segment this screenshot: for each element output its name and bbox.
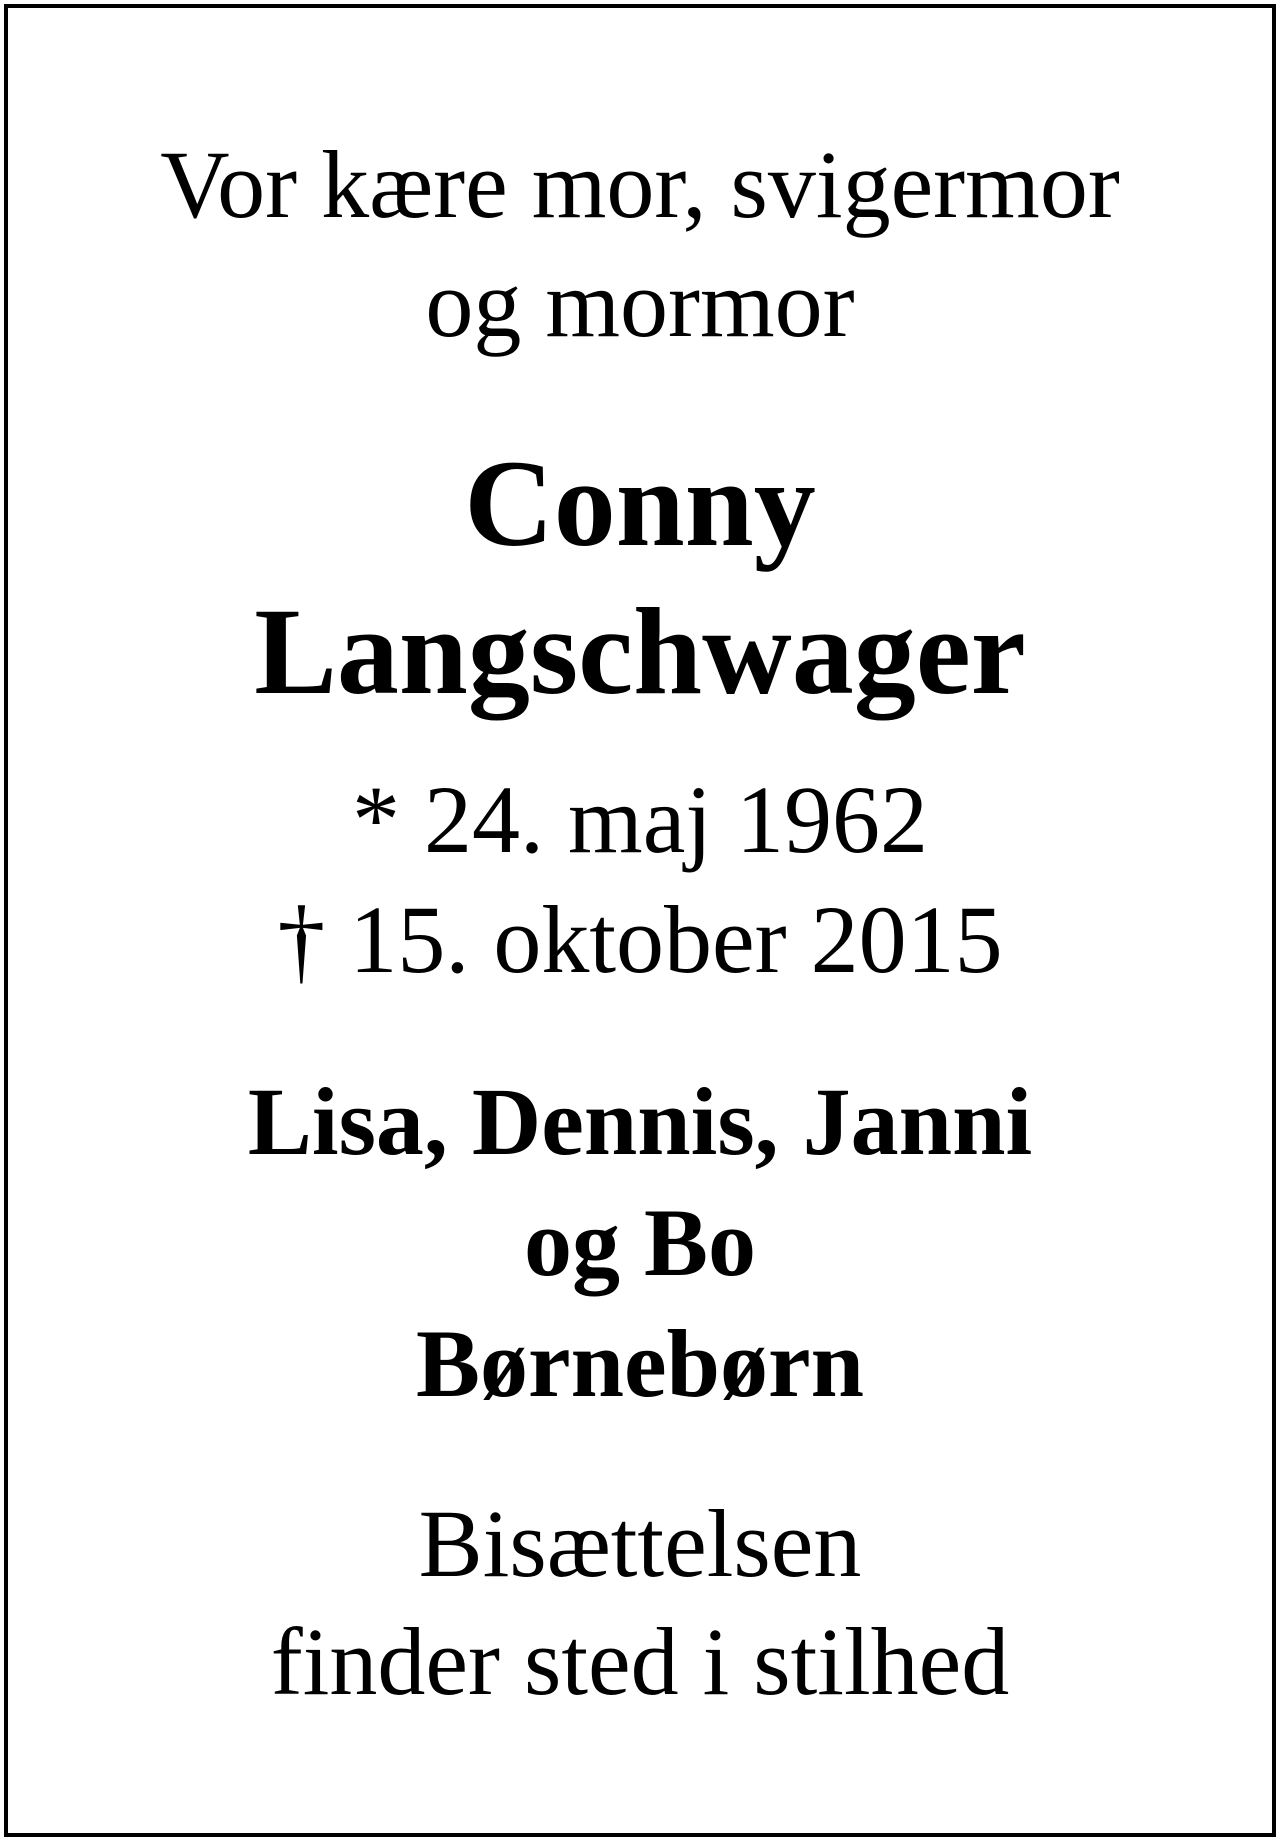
deceased-first-name: Conny (464, 435, 816, 572)
intro-line-2: og mormor (425, 250, 855, 357)
deceased-last-name: Langschwager (254, 583, 1026, 720)
closing-line-1: Bisættelsen (418, 1490, 862, 1597)
family-line-1: Lisa, Dennis, Janni (247, 1068, 1033, 1175)
family-line-3: Børnebørn (415, 1310, 865, 1417)
birth-date: * 24. maj 1962 (352, 766, 928, 873)
obituary-notice (4, 4, 1276, 1837)
death-date: † 15. oktober 2015 (277, 886, 1003, 993)
closing-line-2: finder sted i stilhed (270, 1608, 1010, 1715)
family-line-2: og Bo (523, 1189, 757, 1296)
intro-line-1: Vor kære mor, svigermor (160, 131, 1120, 238)
